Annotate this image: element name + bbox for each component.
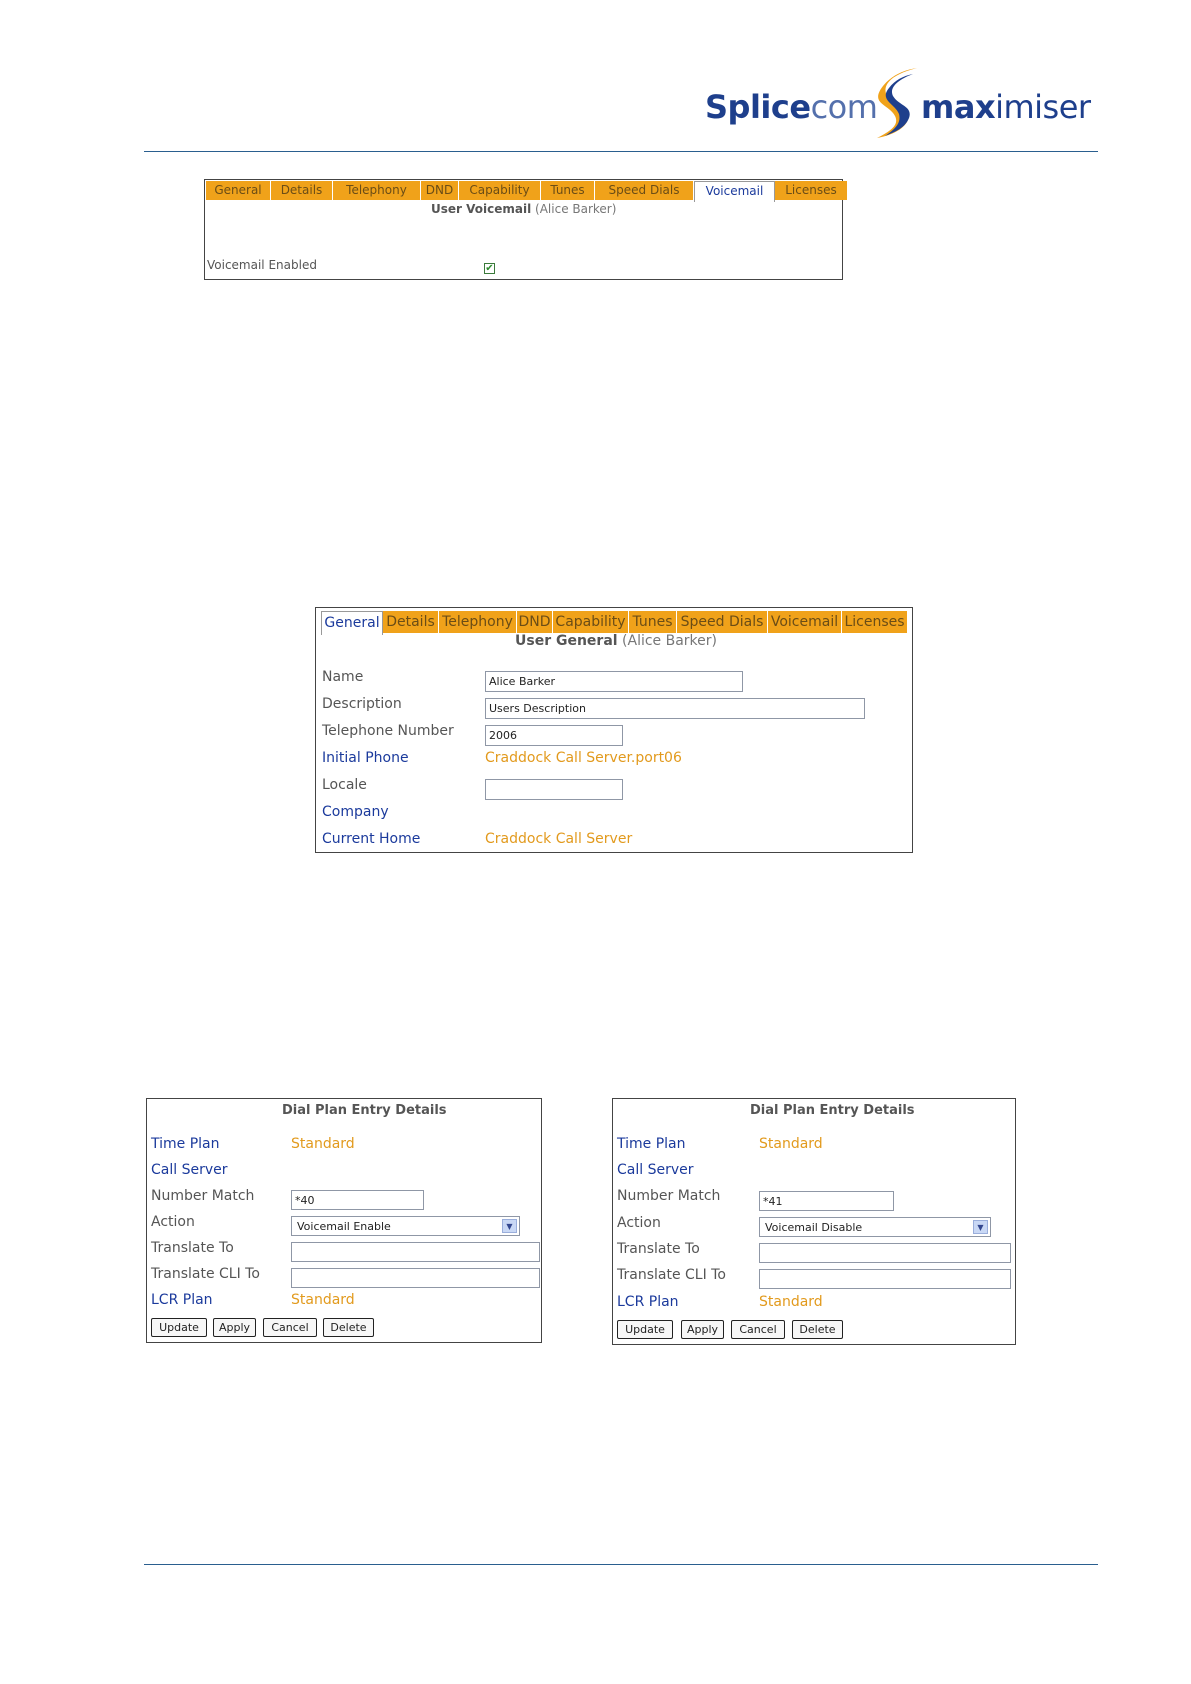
call-server-link[interactable]: Call Server [617,1162,694,1178]
tab-speed-dials[interactable]: Speed Dials [595,181,694,200]
initial-phone-link[interactable]: Initial Phone [322,750,409,766]
dial-plan-title-text: Dial Plan Entry Details [750,1103,915,1118]
panel-title-user: (Alice Barker) [622,633,717,649]
tab-general[interactable]: General [206,181,271,200]
lcr-plan-link[interactable]: LCR Plan [151,1292,213,1308]
initial-phone-value[interactable]: Craddock Call Server.port06 [485,750,682,766]
translate-cli-input[interactable] [291,1268,540,1288]
translate-cli-label: Translate CLI To [617,1267,726,1283]
number-match-input[interactable]: *40 [291,1190,424,1210]
dial-plan-title-text: Dial Plan Entry Details [282,1103,447,1118]
tab-capability[interactable]: Capability [553,611,629,633]
number-match-label: Number Match [617,1188,721,1204]
description-input[interactable]: Users Description [485,698,865,719]
action-selected-value: Voicemail Enable [297,1219,391,1233]
voicemail-enabled-label: Voicemail Enabled [207,258,317,272]
logo-imiser: imiser [995,88,1091,126]
translate-to-label: Translate To [617,1241,700,1257]
tab-details[interactable]: Details [271,181,333,200]
lcr-plan-value[interactable]: Standard [759,1294,823,1310]
telephone-number-label: Telephone Number [322,723,454,739]
tab-telephony[interactable]: Telephony [333,181,421,200]
panel-title-text: User General [515,633,618,649]
delete-button[interactable]: Delete [323,1318,374,1337]
update-button[interactable]: Update [151,1318,207,1337]
tab-licenses[interactable]: Licenses [775,181,848,200]
translate-cli-input[interactable] [759,1269,1011,1289]
general-panel-title [515,633,717,649]
action-select[interactable] [291,1216,520,1236]
name-label: Name [322,669,364,685]
tab-licenses[interactable]: Licenses [842,611,908,633]
tab-voicemail[interactable]: Voicemail [694,181,775,202]
user-general-panel [315,607,913,853]
tab-telephony[interactable]: Telephony [439,611,517,633]
action-selected-value: Voicemail Disable [765,1220,863,1234]
name-input[interactable]: Alice Barker [485,671,743,692]
tab-dnd[interactable]: DND [421,181,459,200]
tab-dnd[interactable]: DND [517,611,553,633]
splicecom-maximiser-logo [705,62,1095,142]
current-home-link[interactable]: Current Home [322,831,421,847]
telephone-number-input[interactable]: 2006 [485,725,623,746]
action-label: Action [151,1214,195,1230]
translate-to-input[interactable] [759,1243,1011,1263]
cancel-button[interactable]: Cancel [731,1320,785,1339]
company-link[interactable]: Company [322,804,389,820]
apply-button[interactable]: Apply [681,1320,724,1339]
description-label: Description [322,696,402,712]
number-match-label: Number Match [151,1188,255,1204]
checkmark-icon: ✔ [485,262,494,274]
logo-maximiser-text [921,88,1091,126]
delete-button[interactable]: Delete [792,1320,843,1339]
apply-button[interactable]: Apply [213,1318,256,1337]
locale-input[interactable] [485,779,623,800]
tab-voicemail[interactable]: Voicemail [768,611,842,633]
chevron-down-icon[interactable]: ▼ [502,1219,517,1233]
time-plan-link[interactable]: Time Plan [151,1136,220,1152]
tab-tunes[interactable]: Tunes [629,611,677,633]
header-rule [144,151,1098,152]
user-voicemail-panel [204,179,843,280]
tab-details[interactable]: Details [383,611,439,633]
number-match-input[interactable]: *41 [759,1191,894,1211]
logo-splice: Splice [705,88,811,126]
tab-speed-dials[interactable]: Speed Dials [677,611,768,633]
lcr-plan-link[interactable]: LCR Plan [617,1294,679,1310]
dial-plan-entry-panel-2 [612,1098,1016,1345]
panel-title-user: (Alice Barker) [535,202,617,216]
dial-plan-entry-panel-1 [146,1098,542,1343]
logo-splicecom-text [705,88,877,126]
footer-rule [144,1564,1098,1565]
chevron-down-icon[interactable]: ▼ [973,1220,988,1234]
current-home-value[interactable]: Craddock Call Server [485,831,633,847]
cancel-button[interactable]: Cancel [263,1318,317,1337]
tab-general[interactable]: General [321,611,383,635]
time-plan-value[interactable]: Standard [759,1136,823,1152]
translate-to-label: Translate To [151,1240,234,1256]
logo-swoosh-icon [873,64,923,140]
voicemail-tab-bar [206,181,848,200]
logo-max: max [921,88,996,126]
translate-cli-label: Translate CLI To [151,1266,260,1282]
voicemail-panel-title [431,202,616,216]
dial-plan-title [750,1103,915,1118]
voicemail-enabled-checkbox[interactable] [484,263,495,274]
translate-to-input[interactable] [291,1242,540,1262]
call-server-link[interactable]: Call Server [151,1162,228,1178]
tab-capability[interactable]: Capability [459,181,541,200]
action-select[interactable] [759,1217,991,1237]
tab-tunes[interactable]: Tunes [541,181,595,200]
time-plan-link[interactable]: Time Plan [617,1136,686,1152]
lcr-plan-value[interactable]: Standard [291,1292,355,1308]
panel-title-text: User Voicemail [431,202,532,216]
update-button[interactable]: Update [617,1320,673,1339]
general-tab-bar [321,611,908,633]
logo-com: com [810,88,878,126]
dial-plan-title [282,1103,447,1118]
locale-label: Locale [322,777,367,793]
time-plan-value[interactable]: Standard [291,1136,355,1152]
action-label: Action [617,1215,661,1231]
